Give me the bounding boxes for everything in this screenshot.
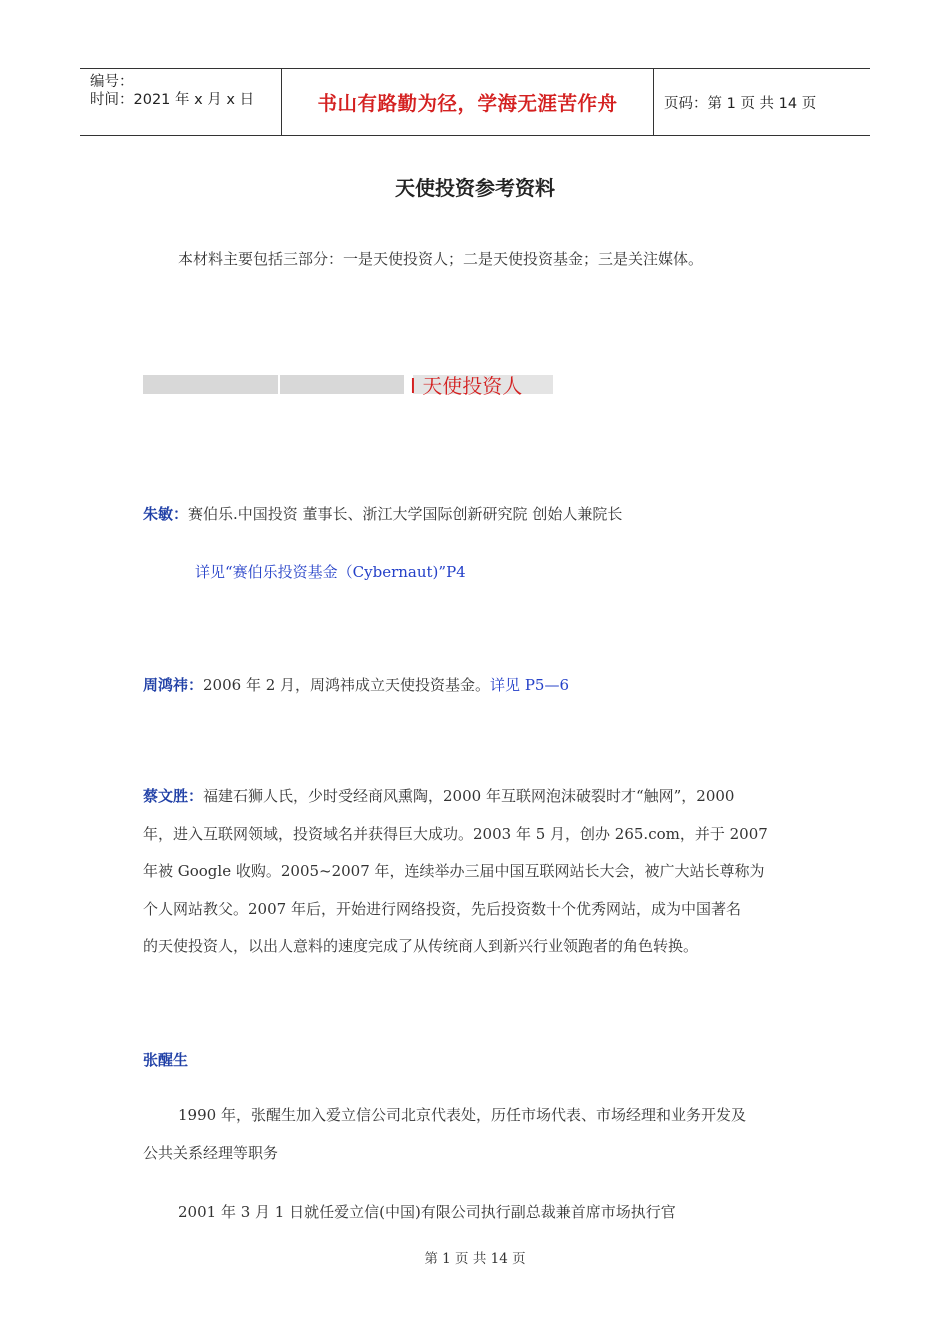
person-name: 蔡文胜： — [143, 787, 204, 805]
zhu-min-reference-link[interactable]: 详见“赛伯乐投资基金（Cybernaut)”P4 — [195, 563, 466, 581]
section-title: Ⅰ 天使投资人 — [410, 374, 523, 398]
header-meta — [80, 69, 281, 135]
page-header — [80, 68, 870, 136]
person-name: 张醒生 — [143, 1051, 189, 1069]
zhang-xingsheng-paragraph-2: 2001 年 3 月 1 日就任爱立信(中国)有限公司执行副总裁兼首席市场执行官 — [178, 1203, 676, 1221]
header-page-info: 页码：第 1 页 共 14 页 — [664, 95, 817, 112]
number-label: 编号： — [90, 74, 134, 90]
zhou-hongwei-reference-link[interactable]: 详见 P5—6 — [490, 676, 569, 694]
person-name: 朱敏： — [143, 505, 189, 523]
time-label: 时间：2021 年 x 月 x 日 — [90, 92, 255, 108]
page-footer: 第 1 页 共 14 页 — [424, 1251, 526, 1267]
person-desc: 2006 年 2 月，周鸿祎成立天使投资基金。 — [203, 676, 491, 694]
document-title: 天使投资参考资料 — [395, 176, 555, 200]
entry-cai-wensheng: 蔡文胜：福建石狮人氏，少时受经商风熏陶，2000 年互联网泡沫破裂时才“触网”，2000 年，进入互联网领域，投资域名并获得巨大成功。2003 年 5 月，创办 265.com，并于 2007 年被 Google 收购。2005~2007 年，连续举办三届中国互联网站长大会，被广大站长尊称为 个人网站教父。2007 年后，开始进行网络投资，先后投资数十个优秀网站，成为中国著名 的天使投资人，以出人意料的速度完成了从传统商人到新兴行业领跑者的角色转换。 — [143, 787, 768, 955]
zhang-xingsheng-paragraph-1: 1990 年，张醒生加入爱立信公司北京代表处，历任市场代表、市场经理和业务开发及 公共关系经理等职务 — [143, 1106, 746, 1162]
entry-zhang-xingsheng-heading — [143, 1049, 188, 1070]
entry-zhou-hongwei — [143, 674, 569, 695]
intro-paragraph: 本材料主要包括三部分：一是天使投资人；二是天使投资基金；三是关注媒体。 — [178, 250, 704, 268]
person-name: 周鸿祎： — [143, 676, 204, 694]
header-motto: 书山有路勤为径，学海无涯苦作舟 — [281, 69, 654, 135]
entry-zhu-min — [143, 503, 622, 524]
person-desc: 赛伯乐.中国投资 董事长、浙江大学国际创新研究院 创始人兼院长 — [188, 505, 623, 523]
